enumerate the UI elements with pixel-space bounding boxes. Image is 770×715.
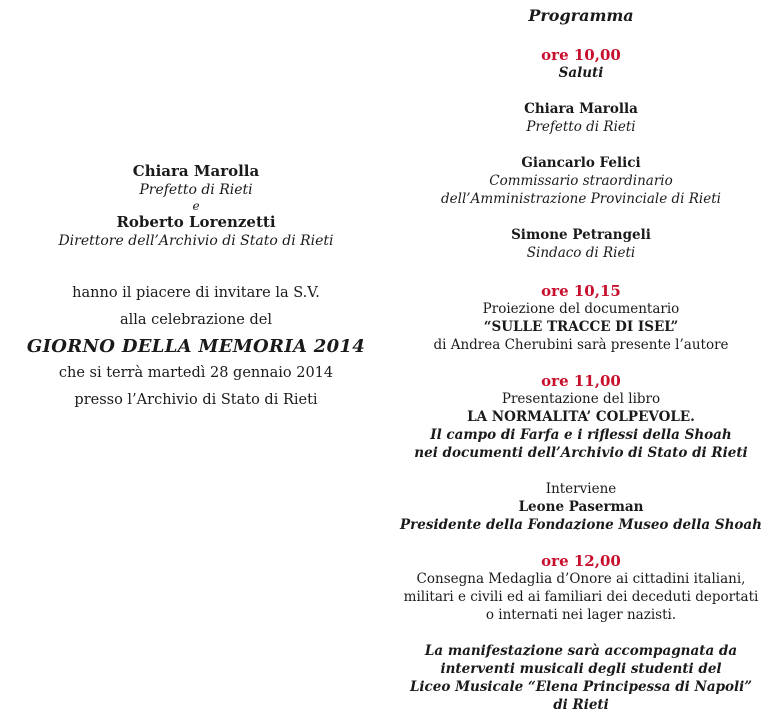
slot1-title: Saluti [558,65,604,81]
host2-role: Direttore dell’Archivio di Stato di Rieti [58,233,334,249]
event-date: che si terrà martedì 28 gennaio 2014 [58,365,334,381]
slot4-line-2: militari e civili ed ai familiari dei deceduti deportati [403,589,759,605]
slot3-description: Presentazione del libro [501,391,661,407]
slot2-description: Proiezione del documentario [482,301,680,317]
event-place: presso l’Archivio di Stato di Rieti [74,392,318,408]
speaker2-role-1: Commissario straordinario [489,173,673,189]
slot2-author: di Andrea Cherubini sarà presente l’autore [433,337,729,353]
speaker4-role: Presidente della Fondazione Museo della Shoah [400,517,762,533]
speaker2-role-2: dell’Amministrazione Provinciale di Rieti [441,191,721,207]
host1-name: Chiara Marolla [132,162,260,180]
note-line-4: di Rieti [553,697,609,713]
slot3-subtitle-2: nei documenti dell’Archivio di Stato di Rieti [414,445,748,461]
programme-heading: Programma [528,6,634,25]
speaker4-name: Leone Paserman [518,499,644,515]
invitation-column [0,162,392,414]
slot3-time: ore 11,00 [541,372,621,390]
slot3-subtitle-1: Il campo di Farfa e i riflessi della Shoah [430,427,732,443]
slot3-title: LA NORMALITA’ COLPEVOLE. [467,409,695,425]
speaker1-role: Prefetto di Rieti [526,119,636,135]
note-line-1: La manifestazione sarà accompagnata da [424,643,738,659]
speaker1-name: Chiara Marolla [524,101,638,117]
slot4-line-3: o internati nei lager nazisti. [485,607,677,623]
event-title: GIORNO DELLA MEMORIA 2014 [26,336,366,357]
host1-role: Prefetto di Rieti [139,182,253,198]
slot1-time: ore 10,00 [541,46,621,64]
slot4-time: ore 12,00 [541,552,621,570]
note-line-2: interventi musicali degli studenti del [440,661,722,677]
host2-name: Roberto Lorenzetti [116,213,276,231]
programme-column [392,6,770,714]
note-line-3: Liceo Musicale “Elena Principessa di Napoli” [409,679,753,695]
speaker3-name: Simone Petrangeli [511,227,651,243]
slot2-time: ore 10,15 [541,282,621,300]
interviene-label: Interviene [545,481,617,497]
invite-line-1: hanno il piacere di invitare la S.V. [72,285,320,301]
conjunction: e [192,199,200,213]
speaker3-role: Sindaco di Rieti [526,245,636,261]
slot4-line-1: Consegna Medaglia d’Onore ai cittadini italiani, [416,571,746,587]
slot2-title: “SULLE TRACCE DI ISEL” [483,319,679,335]
speaker2-name: Giancarlo Felici [521,155,641,171]
invite-line-2: alla celebrazione del [120,312,272,328]
